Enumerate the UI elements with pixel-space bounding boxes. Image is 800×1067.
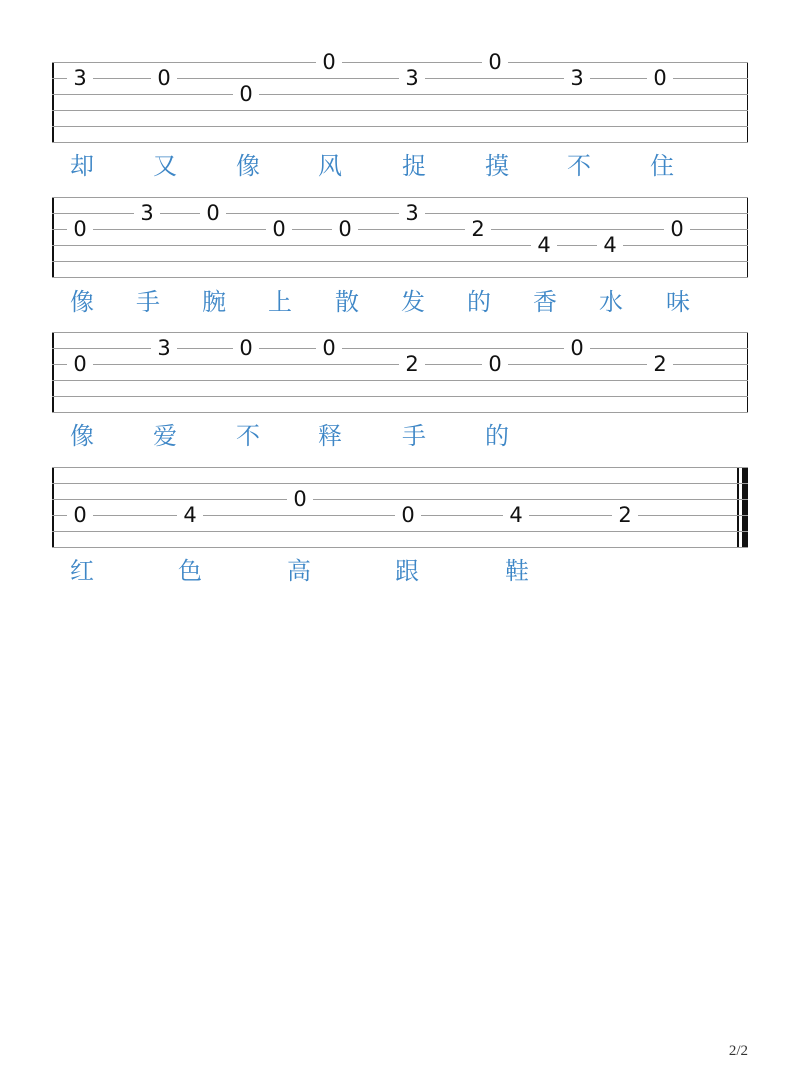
staff-line-2 (52, 483, 748, 484)
lyric-char: 水 (599, 288, 623, 316)
barline-left (52, 467, 54, 547)
lyric-char: 的 (485, 422, 509, 450)
fret-number: 0 (200, 200, 226, 226)
lyric-char: 像 (70, 288, 94, 316)
fret-number: 4 (531, 232, 557, 258)
fret-number: 0 (316, 49, 342, 75)
staff-line-1 (52, 62, 748, 63)
fret-number: 0 (67, 502, 93, 528)
lyric-char: 像 (236, 152, 260, 180)
lyric-char: 跟 (395, 557, 419, 585)
fret-number: 0 (482, 49, 508, 75)
staff-line-6 (52, 412, 748, 413)
fret-number: 3 (399, 65, 425, 91)
lyric-char: 散 (335, 288, 359, 316)
staff-line-1 (52, 467, 748, 468)
lyric-char: 发 (401, 288, 425, 316)
staff-line-3 (52, 229, 748, 230)
staff-line-6 (52, 277, 748, 278)
lyric-char: 摸 (485, 152, 509, 180)
staff-line-6 (52, 547, 748, 548)
lyric-char: 味 (666, 288, 690, 316)
lyric-char: 又 (153, 152, 177, 180)
lyric-char: 香 (533, 288, 557, 316)
lyric-char: 却 (70, 152, 94, 180)
tab-system-3 (52, 332, 748, 412)
barline-left (52, 197, 54, 277)
lyric-char: 色 (178, 557, 202, 585)
lyric-char: 不 (236, 422, 260, 450)
fret-number: 4 (597, 232, 623, 258)
lyric-char: 鞋 (505, 557, 529, 585)
barline-right (747, 197, 748, 277)
staff-line-4 (52, 245, 748, 246)
staff-line-4 (52, 110, 748, 111)
lyric-char: 捉 (402, 152, 426, 180)
page-number: 2/2 (728, 1043, 748, 1059)
fret-number: 3 (151, 335, 177, 361)
fret-number: 0 (332, 216, 358, 242)
fret-number: 0 (482, 351, 508, 377)
fret-number: 4 (177, 502, 203, 528)
lyric-char: 爱 (153, 422, 177, 450)
fret-number: 0 (67, 216, 93, 242)
barline-left (52, 62, 54, 142)
staff-line-3 (52, 499, 748, 500)
lyric-char: 不 (567, 152, 591, 180)
lyric-char: 上 (268, 288, 292, 316)
final-barline-thick (742, 467, 748, 547)
lyric-char: 手 (136, 288, 160, 316)
staff-line-5 (52, 126, 748, 127)
barline-right (747, 332, 748, 412)
barline-left (52, 332, 54, 412)
staff-line-5 (52, 261, 748, 262)
lyric-char: 红 (70, 557, 94, 585)
lyric-char: 释 (318, 422, 342, 450)
fret-number: 2 (399, 351, 425, 377)
fret-number: 0 (564, 335, 590, 361)
tab-system-1 (52, 50, 748, 142)
tab-system-4 (52, 467, 748, 547)
fret-number: 0 (647, 65, 673, 91)
staff-line-5 (52, 396, 748, 397)
lyric-char: 腕 (202, 288, 226, 316)
tab-system-2 (52, 197, 748, 277)
fret-number: 0 (395, 502, 421, 528)
fret-number: 0 (287, 486, 313, 512)
fret-number: 0 (67, 351, 93, 377)
lyric-char: 高 (287, 557, 311, 585)
fret-number: 3 (134, 200, 160, 226)
fret-number: 2 (612, 502, 638, 528)
lyric-char: 风 (318, 152, 342, 180)
staff-line-6 (52, 142, 748, 143)
lyric-row-1 (0, 146, 800, 178)
fret-number: 0 (233, 81, 259, 107)
staff-line-1 (52, 197, 748, 198)
fret-number: 0 (151, 65, 177, 91)
fret-number: 3 (399, 200, 425, 226)
fret-number: 0 (664, 216, 690, 242)
fret-number: 2 (465, 216, 491, 242)
fret-number: 0 (233, 335, 259, 361)
lyric-row-4 (0, 551, 800, 583)
fret-number: 2 (647, 351, 673, 377)
staff-line-3 (52, 94, 748, 95)
fret-number: 4 (503, 502, 529, 528)
lyric-char: 像 (70, 422, 94, 450)
final-barline-thin (737, 467, 739, 547)
staff-line-1 (52, 332, 748, 333)
fret-number: 0 (266, 216, 292, 242)
staff-line-4 (52, 380, 748, 381)
fret-number: 3 (564, 65, 590, 91)
barline-right (747, 62, 748, 142)
lyric-char: 住 (650, 152, 674, 180)
lyric-row-2 (0, 282, 800, 314)
fret-number: 3 (67, 65, 93, 91)
staff-line-5 (52, 531, 748, 532)
lyric-char: 的 (467, 288, 491, 316)
fret-number: 0 (316, 335, 342, 361)
lyric-char: 手 (402, 422, 426, 450)
lyric-row-3 (0, 416, 800, 448)
